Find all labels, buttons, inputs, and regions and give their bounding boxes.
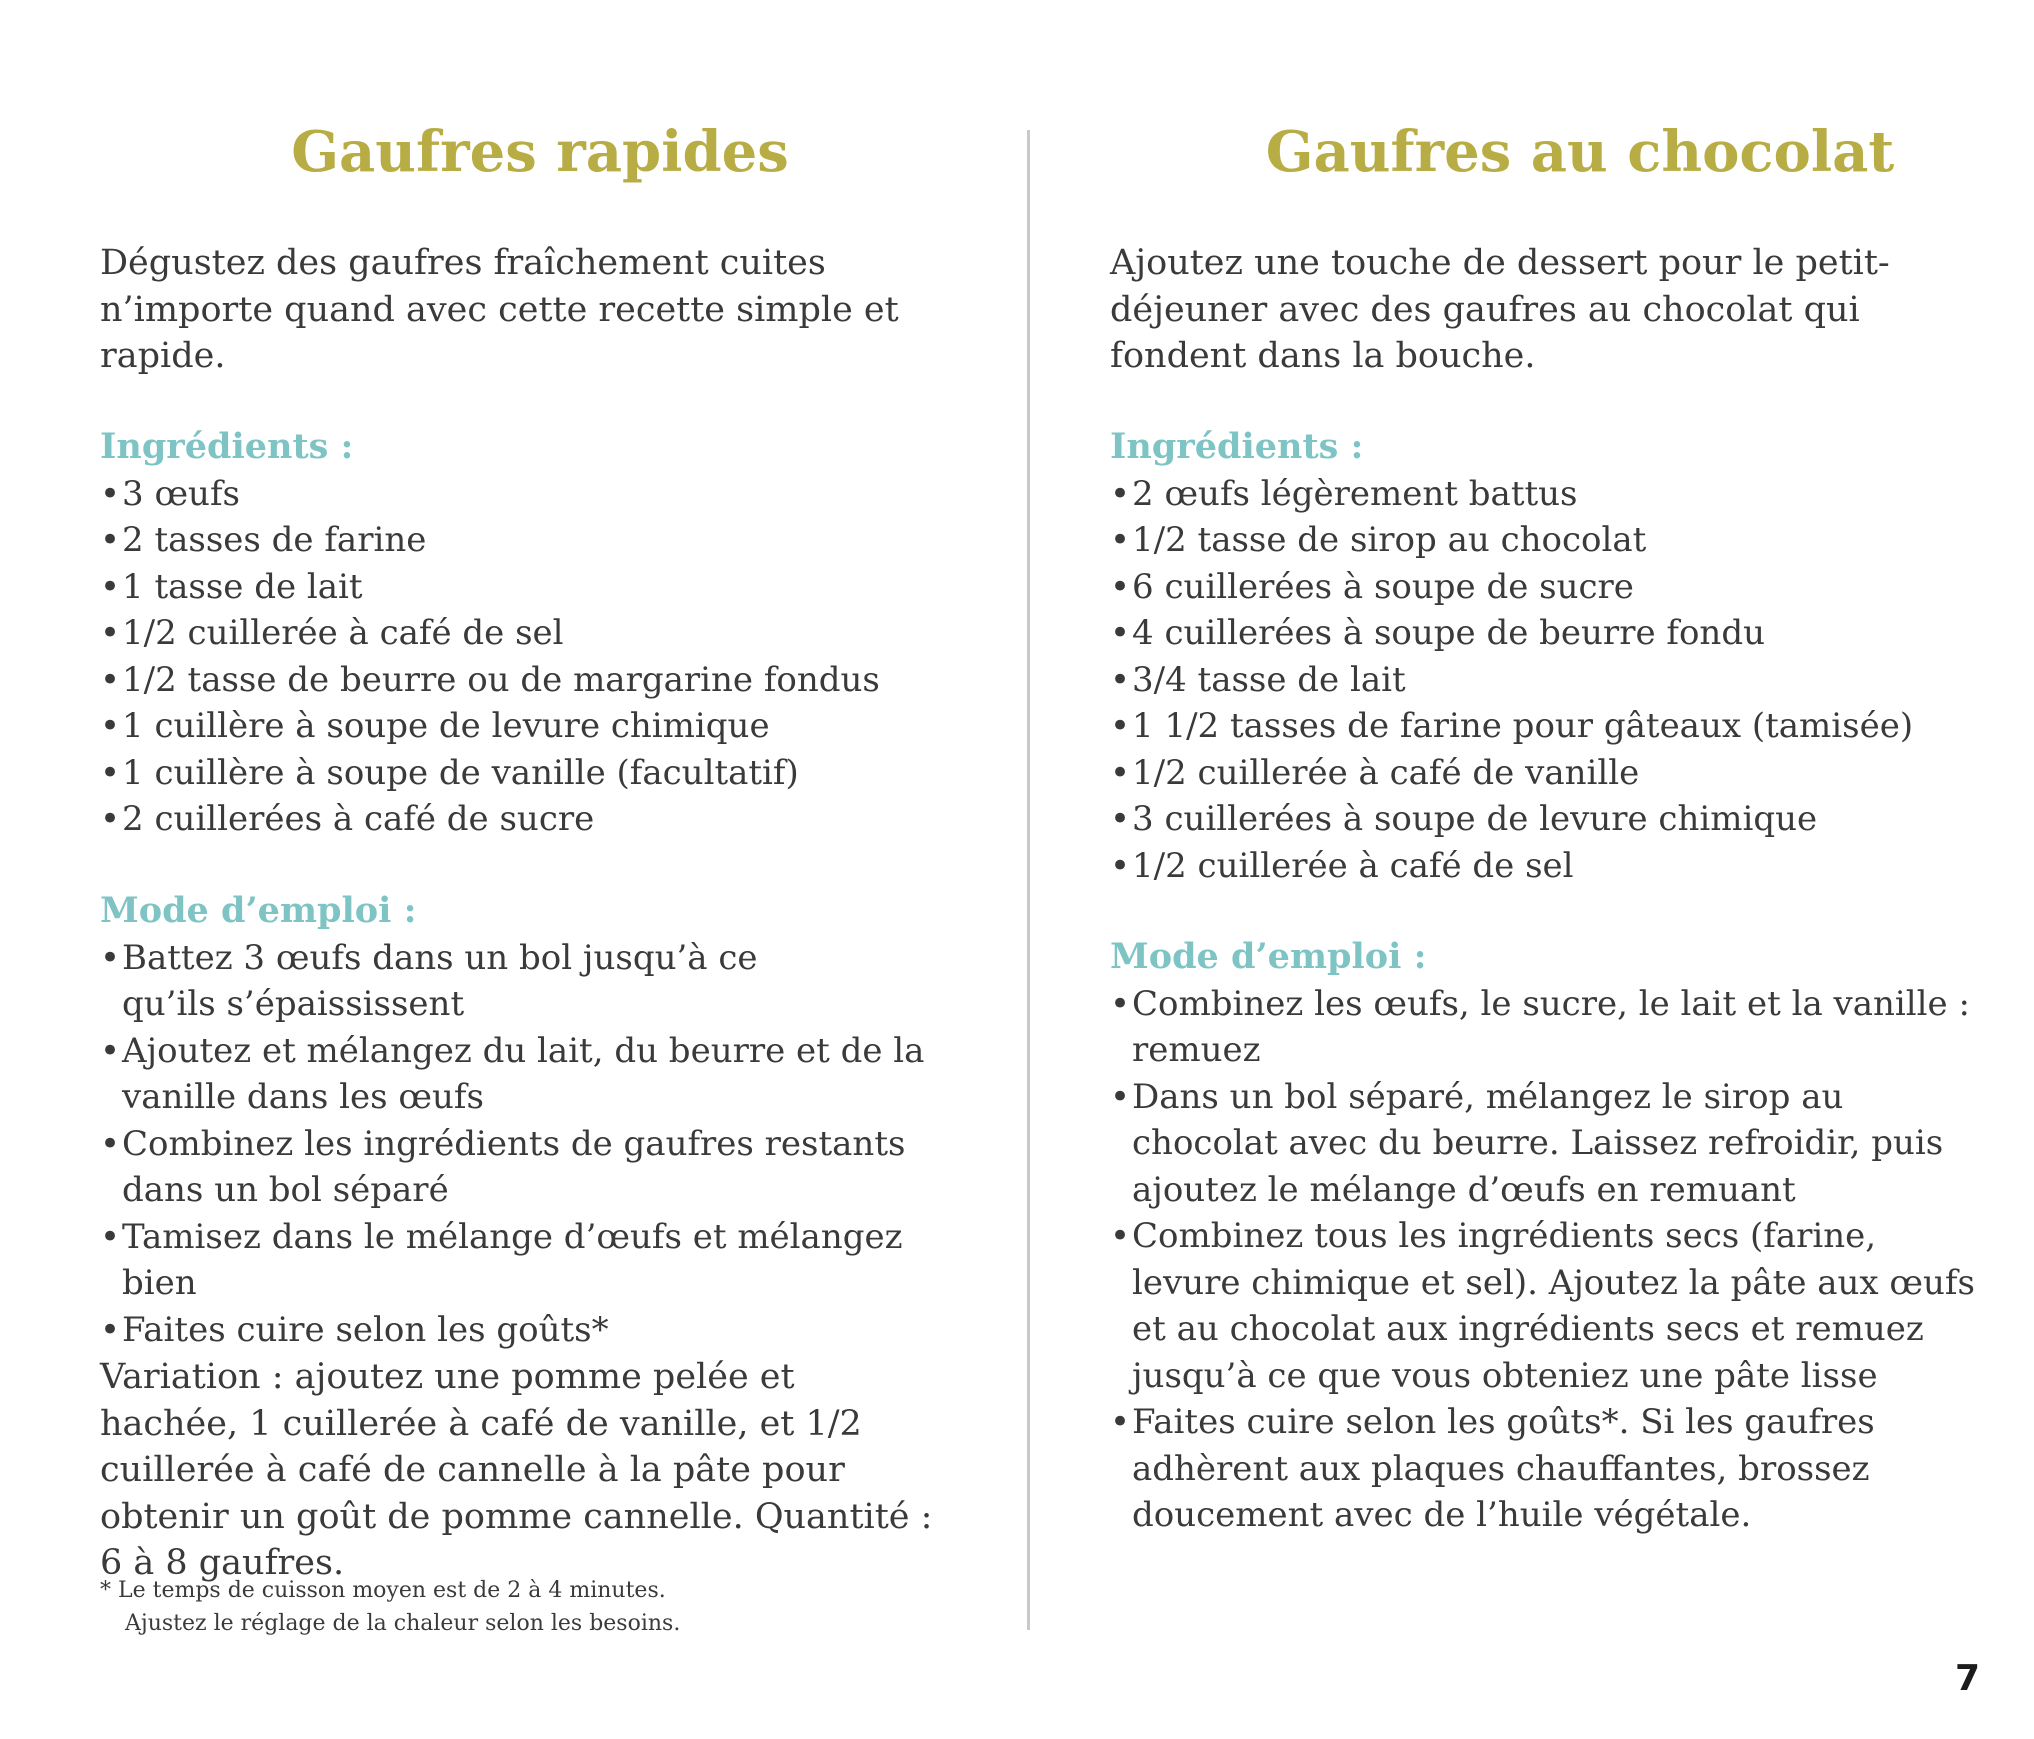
ingredient-item: • 1/2 tasse de sirop au chocolat xyxy=(1110,517,1990,564)
method-section xyxy=(100,888,970,1353)
ingredient-item: • 2 tasses de farine xyxy=(100,517,980,564)
method-section xyxy=(1110,934,1980,1539)
method-step: • Combinez les œufs, le sucre, le lait et la vanille : remuez xyxy=(1110,981,1980,1074)
ingredient-item: • 1 cuillère à soupe de vanille (facultatif) xyxy=(100,750,980,797)
ingredient-item: • 1/2 cuillerée à café de sel xyxy=(100,610,980,657)
ingredient-item: • 3 cuillerées à soupe de levure chimique xyxy=(1110,796,1990,843)
ingredient-item: • 1 cuillère à soupe de levure chimique xyxy=(100,703,980,750)
method-step: • Ajoutez et mélangez du lait, du beurre et de la vanille dans les œufs xyxy=(100,1028,970,1121)
method-step: • Battez 3 œufs dans un bol jusqu’à ce qu’ils s’épaississent xyxy=(100,935,970,1028)
ingredients-list xyxy=(100,471,980,843)
method-label: Mode d’emploi : xyxy=(100,890,417,931)
ingredient-item: • 3/4 tasse de lait xyxy=(1110,657,1990,704)
method-step: • Combinez tous les ingrédients secs (farine, levure chimique et sel). Ajoutez la pâte aux œufs et au chocolat aux ingrédients secs et remuez jusqu’à ce que vous obteniez une pâte lisse xyxy=(1110,1213,1980,1399)
ingredient-item: • 1 1/2 tasses de farine pour gâteaux (tamisée) xyxy=(1110,703,1990,750)
ingredient-item: • 6 cuillerées à soupe de sucre xyxy=(1110,564,1990,611)
method-steps-list xyxy=(100,935,970,1354)
recipe-intro: Ajoutez une touche de dessert pour le petit-déjeuner avec des gaufres au chocolat qui fondent dans la bouche. xyxy=(1110,243,1890,376)
ingredients-list xyxy=(1110,471,1990,890)
method-label: Mode d’emploi : xyxy=(1110,936,1427,977)
method-step: • Tamisez dans le mélange d’œufs et mélangez bien xyxy=(100,1214,970,1307)
ingredient-item: • 1/2 cuillerée à café de sel xyxy=(1110,843,1990,890)
page-number: 7 xyxy=(1954,1658,1980,1699)
recipe-title: Gaufres rapides xyxy=(291,119,789,185)
method-step: • Combinez les ingrédients de gaufres restants dans un bol séparé xyxy=(100,1121,970,1214)
ingredient-item: • 1/2 cuillerée à café de vanille xyxy=(1110,750,1990,797)
ingredients-section xyxy=(100,424,980,843)
method-step: • Dans un bol séparé, mélangez le sirop au chocolat avec du beurre. Laissez refroidir, puis ajoutez le mélange d’œufs en remuant xyxy=(1110,1074,1980,1214)
method-steps-list xyxy=(1110,981,1980,1539)
ingredient-item: • 1 tasse de lait xyxy=(100,564,980,611)
recipe-intro: Dégustez des gaufres fraîchement cuites n’importe quand avec cette recette simple et rapide. xyxy=(100,243,899,376)
ingredient-item: • 3 œufs xyxy=(100,471,980,518)
footnote-line-2: Ajustez le réglage de la chaleur selon les besoins. xyxy=(125,1611,681,1636)
ingredient-item: • 4 cuillerées à soupe de beurre fondu xyxy=(1110,610,1990,657)
ingredient-item: • 2 cuillerées à café de sucre xyxy=(100,796,980,843)
footnote xyxy=(100,1574,980,1640)
footnote-line-1: * Le temps de cuisson moyen est de 2 à 4 minutes. xyxy=(100,1578,666,1603)
method-step: • Faites cuire selon les goûts*. Si les gaufres adhèrent aux plaques chauffantes, brossez doucement avec de l’huile végétale. xyxy=(1110,1399,1980,1539)
ingredient-item: • 2 œufs légèrement battus xyxy=(1110,471,1990,518)
ingredients-label: Ingrédients : xyxy=(100,426,354,467)
recipe-title: Gaufres au chocolat xyxy=(1265,119,1895,185)
variation-note: Variation : ajoutez une pomme pelée et hachée, 1 cuillerée à café de vanille, et 1/2 cuillerée à café de cannelle à la pâte pour obtenir un goût de pomme cannelle. Quantité : 6 à 8 gaufres. xyxy=(100,1357,933,1583)
ingredients-label: Ingrédients : xyxy=(1110,426,1364,467)
ingredient-item: • 1/2 tasse de beurre ou de margarine fondus xyxy=(100,657,980,704)
column-divider xyxy=(1027,130,1030,1630)
ingredients-section xyxy=(1110,424,1990,889)
method-step: • Faites cuire selon les goûts* xyxy=(100,1307,970,1354)
